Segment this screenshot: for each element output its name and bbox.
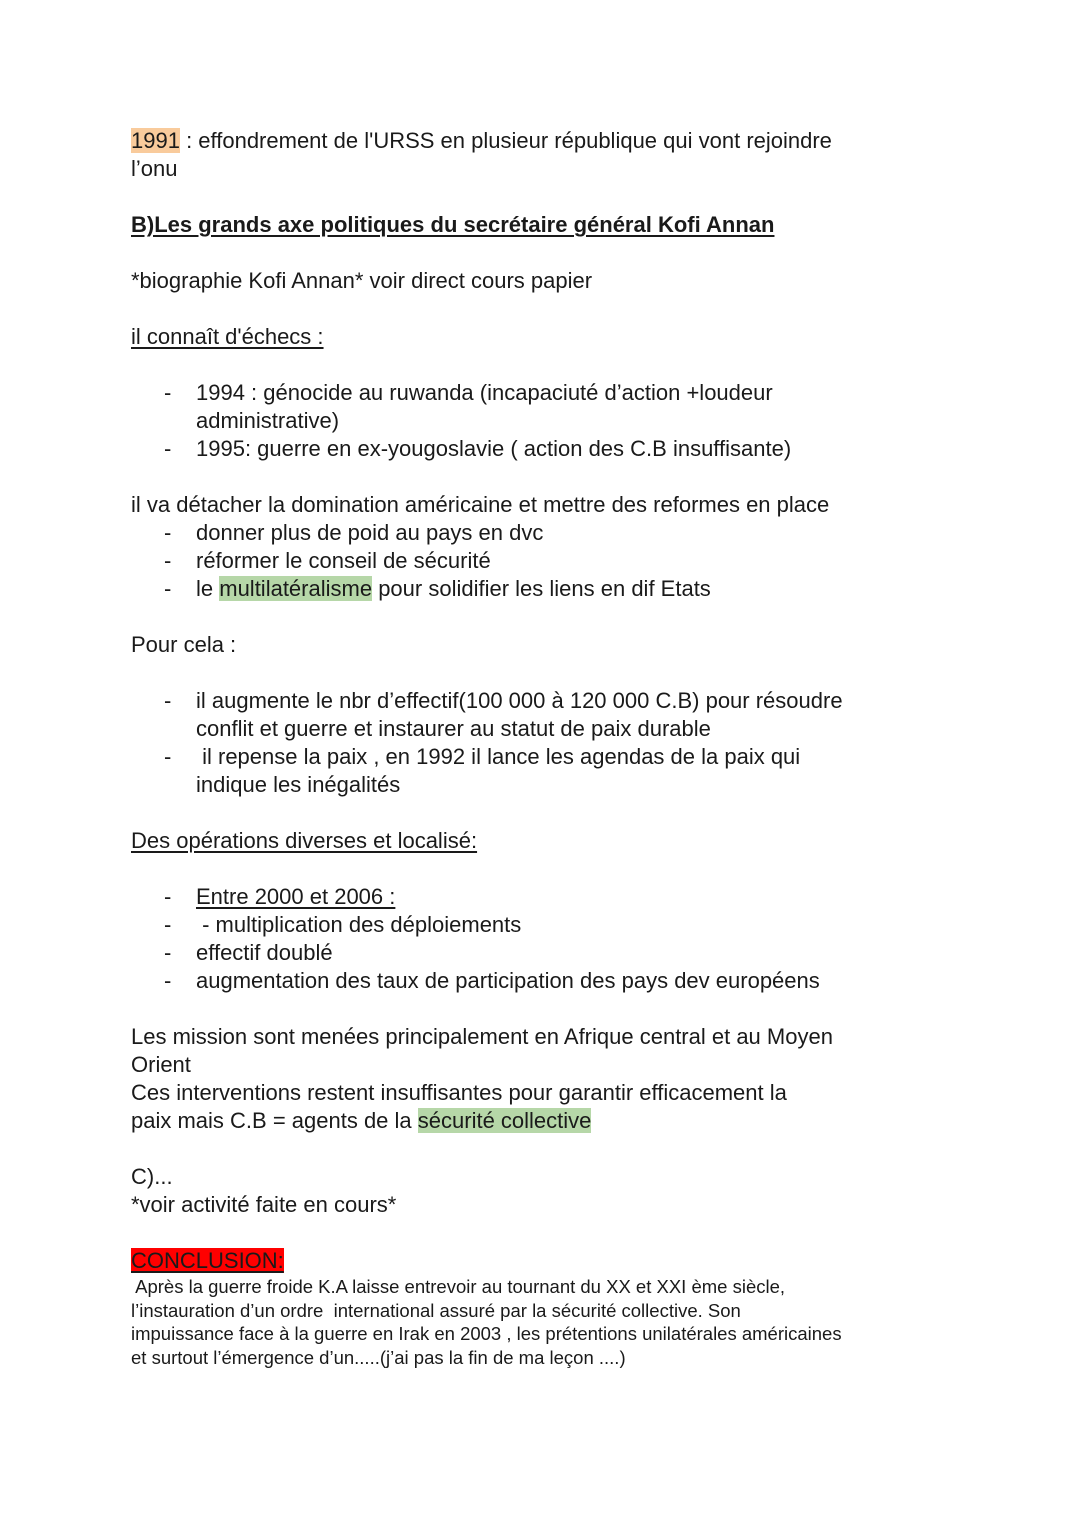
missions-line: Orient xyxy=(131,1052,191,1077)
operations-text: effectif doublé xyxy=(196,940,333,965)
reform-item xyxy=(131,519,971,547)
dash: - xyxy=(164,576,172,601)
dash: - xyxy=(164,940,172,965)
dash: - xyxy=(164,380,172,405)
conclusion-heading-line xyxy=(131,1247,971,1275)
missions-line: Ces interventions restent insuffisantes pour garantir efficacement la xyxy=(131,1080,787,1105)
conclusion-line: impuissance face à la guerre en Irak en 2003 , les prétentions unilatérales américaines xyxy=(131,1323,842,1344)
conclusion-line: l’instauration d’un ordre international assuré par la sécurité collective. Son xyxy=(131,1299,741,1321)
intro-line xyxy=(131,127,971,155)
dash: - xyxy=(164,912,172,937)
dash: - xyxy=(164,548,172,573)
reform-item xyxy=(131,547,971,575)
action-text: il augmente le nbr d’effectif(100 000 à 120 000 C.B) pour résoudre xyxy=(196,688,843,713)
operations-item xyxy=(131,967,971,995)
section-b-heading: B)Les grands axe politiques du secrétaire général Kofi Annan xyxy=(131,212,775,237)
dash: - xyxy=(164,688,172,713)
biography-note: *biographie Kofi Annan* voir direct cours papier xyxy=(131,268,593,293)
reform-intro: il va détacher la domination américaine et mettre des reformes en place xyxy=(131,492,830,517)
dash: - xyxy=(164,884,172,909)
document-page xyxy=(131,127,971,1369)
missions-line: Les mission sont menées principalement en Afrique central et au Moyen xyxy=(131,1024,833,1049)
action-text: il repense la paix , en 1992 il lance les agendas de la paix qui xyxy=(196,744,801,769)
operations-period: Entre 2000 et 2006 : xyxy=(196,884,396,909)
operations-item xyxy=(131,883,971,911)
section-c-note: *voir activité faite en cours* xyxy=(131,1192,397,1217)
pour-cela: Pour cela : xyxy=(131,632,237,657)
failure-text-cont: administrative) xyxy=(196,408,340,433)
conclusion-heading: CONCLUSION: xyxy=(131,1248,284,1273)
failure-item xyxy=(131,379,971,407)
failure-item xyxy=(131,435,971,463)
failure-text: 1995: guerre en ex-yougoslavie ( action des C.B insuffisante) xyxy=(196,436,792,461)
operations-item xyxy=(131,939,971,967)
failures-heading: il connaît d'échecs : xyxy=(131,324,324,349)
action-item xyxy=(131,687,971,715)
collective-security-highlight: sécurité collective xyxy=(417,1108,592,1133)
reform-text: réformer le conseil de sécurité xyxy=(196,548,491,573)
multilateralism-highlight: multilatéralisme xyxy=(219,576,373,601)
operations-item xyxy=(131,911,971,939)
dash: - xyxy=(164,968,172,993)
dash: - xyxy=(164,520,172,545)
missions-line xyxy=(131,1107,971,1135)
year-highlight: 1991 xyxy=(131,128,180,153)
reform-text: le xyxy=(196,576,220,601)
reform-item xyxy=(131,575,971,603)
conclusion-line: et surtout l’émergence d’un.....(j’ai pas la fin de ma leçon ....) xyxy=(131,1346,626,1368)
operations-text: augmentation des taux de participation des pays dev européens xyxy=(196,968,820,993)
operations-text: - multiplication des déploiements xyxy=(196,912,522,937)
intro-text: : effondrement de l'URSS en plusieur république qui vont rejoindre xyxy=(179,128,832,153)
reform-text: pour solidifier les liens en dif Etats xyxy=(372,576,711,601)
missions-text: paix mais C.B = agents de la xyxy=(131,1108,418,1133)
action-text-cont: indique les inégalités xyxy=(196,772,401,797)
operations-heading: Des opérations diverses et localisé: xyxy=(131,828,478,853)
reform-text: donner plus de poid au pays en dvc xyxy=(196,520,544,545)
action-text-cont: conflit et guerre et instaurer au statut de paix durable xyxy=(196,716,711,741)
section-c-heading: C)... xyxy=(131,1164,173,1189)
dash: - xyxy=(164,744,172,769)
intro-line-2: l’onu xyxy=(131,156,178,181)
conclusion-line: Après la guerre froide K.A laisse entrevoir au tournant du XX et XXI ème siècle, xyxy=(131,1276,786,1297)
failure-text: 1994 : génocide au ruwanda (incapaciuté d’action +loudeur xyxy=(196,380,773,405)
dash: - xyxy=(164,436,172,461)
action-item xyxy=(131,743,971,771)
